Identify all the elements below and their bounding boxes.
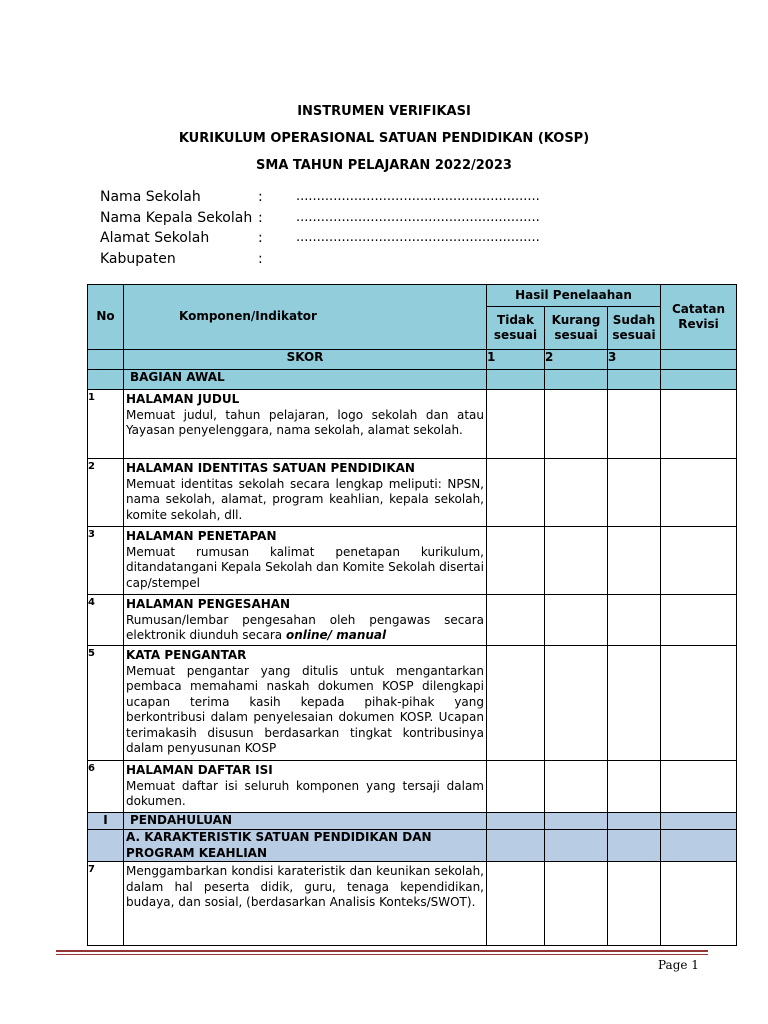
score-cell-tidak[interactable] [487,595,545,646]
table-row [88,761,737,813]
row-component [124,459,487,527]
skor-2: 2 [545,350,608,370]
header-hasil: Hasil Penelaahan [487,285,661,307]
section-no-cell [88,370,124,390]
row-number: 3 [88,527,124,595]
row-description: Memuat daftar isi seluruh komponen yang tersaji dalam dokumen. [126,778,484,808]
section-number: I [88,813,124,830]
verification-table [87,284,737,946]
skor-no-cell [88,350,124,370]
info-label: Alamat Sekolah [100,230,210,246]
row-component [124,646,487,761]
info-value: ........................................................... [296,230,540,245]
header-sudah-sesuai: Sudah sesuai [608,307,661,350]
row-component [124,527,487,595]
score-cell-tidak[interactable] [487,527,545,595]
score-cell-sudah[interactable] [608,390,661,459]
table-row [88,459,737,527]
row-number: 7 [88,862,124,946]
info-value: ........................................................... [296,189,540,204]
note-cell[interactable] [661,595,737,646]
table-row [88,862,737,946]
skor-3: 3 [608,350,661,370]
table-row [88,646,737,761]
score-cell-sudah[interactable] [608,646,661,761]
note-cell[interactable] [661,527,737,595]
row-description-text: Rumusan/lembar pengesahan oleh pengawas secara elektronik diunduh secara [126,612,484,642]
score-cell-kurang[interactable] [545,595,608,646]
header-kurang-sesuai: Kurang sesuai [545,307,608,350]
score-cell-kurang[interactable] [545,390,608,459]
score-cell[interactable] [487,813,545,830]
score-cell-tidak[interactable] [487,390,545,459]
note-cell[interactable] [661,370,737,390]
info-label: Kabupaten [100,250,176,267]
table-row [88,595,737,646]
row-description: Menggambarkan kondisi karateristik dan keunikan sekolah, dalam hal peserta didik, guru, tenaga kependidikan, budaya, dan sosial, (berdasarkan Analisis Konteks/SWOT). [126,864,484,909]
note-cell[interactable] [661,862,737,946]
row-heading: KATA PENGANTAR [126,648,247,662]
row-heading: HALAMAN PENETAPAN [126,529,277,543]
score-cell-kurang[interactable] [545,527,608,595]
score-cell-sudah[interactable] [608,595,661,646]
page-number: Page 1 [658,958,699,972]
row-description: Memuat rumusan kalimat penetapan kurikulum, ditandatangani Kepala Sekolah dan Komite Sekolah disertai cap/stempel [126,544,484,590]
row-component [124,390,487,459]
score-cell[interactable] [545,830,608,862]
row-description: Memuat judul, tahun pelajaran, logo sekolah dan atau Yayasan penyelenggara, nama sekolah, alamat sekolah. [126,407,484,437]
row-heading: HALAMAN PENGESAHAN [126,597,291,611]
table-row [88,390,737,459]
footer-rule-thin [56,954,708,955]
score-cell-sudah[interactable] [608,761,661,813]
header-no: No [88,285,124,350]
section-pendahuluan: PENDAHULUAN [124,813,487,830]
section-bagian-awal: BAGIAN AWAL [124,370,487,390]
score-cell-sudah[interactable] [608,459,661,527]
skor-1: 1 [487,350,545,370]
skor-catatan-cell [661,350,737,370]
info-colon: : [258,230,263,246]
info-colon: : [258,209,263,226]
row-component [124,595,487,646]
score-cell[interactable] [608,813,661,830]
row-description [126,613,484,644]
row-number: 1 [88,390,124,459]
score-cell-tidak[interactable] [487,862,545,946]
row-number: 5 [88,646,124,761]
row-number: 2 [88,459,124,527]
note-cell[interactable] [661,830,737,862]
info-colon: : [258,189,263,205]
table-row [88,527,737,595]
row-description: Memuat identitas sekolah secara lengkap meliputi: NPSN, nama sekolah, alamat, program keahlian, kepala sekolah, komite sekolah, dll. [126,476,484,522]
header-komponen: Komponen/Indikator [124,285,487,350]
score-cell[interactable] [487,830,545,862]
info-label: Nama Kepala Sekolah [100,209,253,226]
doc-year: SMA TAHUN PELAJARAN 2022/2023 [256,158,512,173]
row-component [124,761,487,813]
note-cell[interactable] [661,761,737,813]
score-cell-tidak[interactable] [487,646,545,761]
doc-title: INSTRUMEN VERIFIKASI [297,104,471,119]
score-cell-sudah[interactable] [608,527,661,595]
score-cell[interactable] [487,370,545,390]
note-cell[interactable] [661,813,737,830]
row-heading: HALAMAN IDENTITAS SATUAN PENDIDIKAN [126,461,415,475]
score-cell-kurang[interactable] [545,459,608,527]
row-number: 6 [88,761,124,813]
info-label: Nama Sekolah [100,189,201,205]
row-description-emphasis: online/ manual [285,628,387,642]
score-cell[interactable] [545,813,608,830]
score-cell[interactable] [608,830,661,862]
row-heading: HALAMAN JUDUL [126,392,240,406]
score-cell[interactable] [608,370,661,390]
doc-subtitle: KURIKULUM OPERASIONAL SATUAN PENDIDIKAN (KOSP) [178,131,590,146]
subsection-a: A. KARAKTERISTIK SATUAN PENDIDIKAN DAN PROGRAM KEAHLIAN [124,830,487,862]
score-cell-tidak[interactable] [487,761,545,813]
skor-label: SKOR [124,350,487,370]
score-cell-kurang[interactable] [545,862,608,946]
note-cell[interactable] [661,390,737,459]
score-cell-sudah[interactable] [608,862,661,946]
note-cell[interactable] [661,646,737,761]
header-tidak-sesuai: Tidak sesuai [487,307,545,350]
info-colon: : [258,250,263,267]
score-cell-tidak[interactable] [487,459,545,527]
row-number: 4 [88,595,124,646]
row-component [124,862,487,946]
header-catatan: Catatan Revisi [661,285,737,350]
row-heading: HALAMAN DAFTAR ISI [126,763,273,777]
note-cell[interactable] [661,459,737,527]
subsection-no-cell [88,830,124,862]
score-cell-kurang[interactable] [545,761,608,813]
score-cell-kurang[interactable] [545,646,608,761]
score-cell[interactable] [545,370,608,390]
row-description: Memuat pengantar yang ditulis untuk mengantarkan pembaca memahami naskah dokumen KOSP dilengkapi ucapan terima kasih kepada pihak-pihak yang berkontribusi dalam penyelesaian dokumen KOSP. Ucapan terimakasih disusun berdasarkan tingkat kontribusinya dalam penyusunan KOSP [126,663,484,755]
info-value: ........................................................... [296,209,540,225]
footer-rule [56,950,708,952]
